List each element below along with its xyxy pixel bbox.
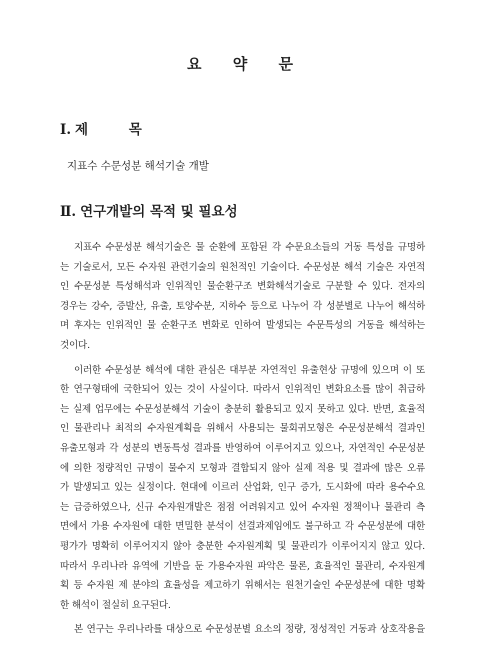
text-line: 는 실제 업무에는 수문성분해석 기술이 충분히 활용되고 있지 못하고 있다. 반면, 효율적: [60, 403, 425, 415]
text-line: 경우는 강수, 증발산, 유출, 토양수분, 지하수 등으로 나누어 각 성분별로 나누어 해석하: [60, 300, 425, 312]
section-title: 연구개발의 목적 및 필요성: [80, 204, 238, 220]
text-line: 유출모형과 각 성분의 변동특성 결과를 반영하여 이루어지고 있으나, 자연적인 수문성분: [60, 442, 425, 454]
paragraph: [60, 361, 425, 616]
section-heading-title: [60, 118, 160, 138]
text-line: 지표수 수문성분 해석기술은 물 순환에 포함된 각 수문요소들의 거동 특성을 규명하: [74, 242, 425, 253]
text-line: 에 의한 정량적인 규명이 물수지 모형과 결합되지 않아 실제 적용 및 결과에 많은 오류: [60, 462, 425, 474]
text-line: 획 등 수자원 제 분야의 효율성을 제고하기 위해서는 원천기술인 수문성분에 대한 명확: [60, 580, 425, 592]
text-line: 것이다.: [60, 339, 90, 351]
document-title: 요 약 문: [187, 55, 306, 73]
project-subject: 지표수 수문성분 해석기술 개발: [67, 160, 209, 172]
text-line: 가 발생되고 있는 실정이다. 현대에 이르러 산업화, 인구 증가, 도시화에 따라 용수수요: [60, 482, 425, 494]
text-line: 본 연구는 우리나라를 대상으로 수문성분별 요소의 정량, 정성적인 거동과 상호작용을: [74, 624, 425, 636]
section-title: 제 목: [75, 122, 160, 138]
text-line: 이러한 수문성분 해석에 대한 관심은 대부분 자연적인 유출현상 규명에 있으며 이 또: [74, 364, 425, 376]
section-number: Ⅱ.: [60, 204, 77, 220]
text-line: 는 기술로서, 모든 수자원 관련기술의 원천적인 기술이다. 수문성분 해석 기술은 자연적: [60, 261, 425, 273]
text-line: 따라서 우리나라 유역에 기반을 둔 가용수자원 파악은 물론, 효율적인 물관리, 수자원계: [60, 560, 425, 572]
paragraph: [60, 238, 425, 356]
text-line: 한 연구형태에 국한되어 있는 것이 사실이다. 따라서 인위적인 변화요소를 많이 취급하: [60, 384, 425, 396]
text-line: 평가가 명확히 이루어지지 않아 충분한 수자원계획 및 물관리가 이루어지지 않고 있다.: [60, 540, 425, 552]
body-text: [60, 238, 425, 645]
text-line: 면에서 가용 수자원에 대한 면밀한 분석이 선결과제임에도 불구하고 각 수문성분에 대한: [60, 521, 425, 533]
text-line: 는 급증하였으나, 신규 수자원개발은 점점 어려워지고 있어 수자원 정책이나 물관리 측: [60, 501, 425, 513]
text-line: 며 후자는 인위적인 물 순환구조 변화로 인하여 발생되는 수문특성의 거동을 해석하는: [60, 320, 425, 332]
text-line: 한 해석이 절실히 요구된다.: [60, 599, 171, 611]
section-heading-purpose: [60, 200, 238, 220]
paragraph: [60, 620, 425, 640]
text-line: 인 수문성분 특성해석과 인위적인 물순환구조 변화해석기술로 구분할 수 있다. 전자의: [60, 281, 425, 293]
section-number: Ⅰ.: [60, 122, 72, 138]
text-line: 인 물관리나 최적의 수자원계획을 위해서 사용되는 물회귀모형은 수문성분해석 결과인: [60, 423, 425, 435]
